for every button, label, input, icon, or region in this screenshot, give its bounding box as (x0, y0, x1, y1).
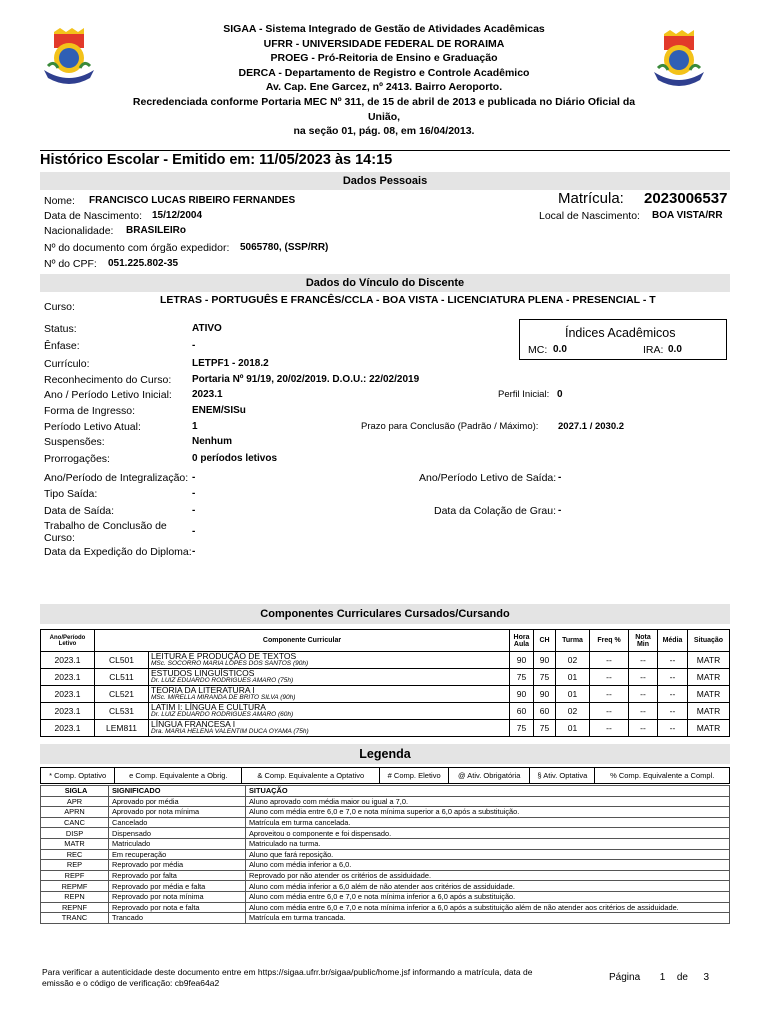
birth-date-label: Data de Nascimento: (44, 210, 143, 222)
legend-key: @ Ativ. Obrigatória (449, 768, 530, 784)
graduation-date-label: Data da Colação de Grau: (434, 505, 556, 517)
cell-hours: 75 (510, 669, 534, 686)
table-row (41, 669, 730, 686)
legend-situation: Matriculado na turma. (246, 838, 730, 849)
cell-component (149, 720, 510, 737)
graduation-date-value: - (558, 505, 562, 516)
thesis-label: Trabalho de Conclusão de Curso: (44, 520, 167, 544)
cell-component (149, 703, 510, 720)
cell-ch: 75 (534, 720, 556, 737)
matricula-value: 2023006537 (644, 190, 728, 207)
legend-code: REPN (41, 891, 109, 902)
cell-status: MATR (688, 686, 730, 703)
legend-row (41, 870, 730, 881)
legend-situation: Matrícula em turma cancelada. (246, 817, 730, 828)
birth-place-label: Local de Nascimento: (539, 210, 640, 222)
exit-date-value: - (192, 505, 196, 516)
extensions-label: Prorrogações: (44, 453, 110, 465)
legend-code: TRANC (41, 913, 109, 924)
col-header: Ano/Período Letivo (41, 630, 95, 652)
document-title: Histórico Escolar - Emitido em: 11/05/2023 às 14:15 (40, 150, 730, 168)
table-row (41, 720, 730, 737)
document-number-value: 5065780, (SSP/RR) (240, 242, 329, 253)
header-line: SIGAA - Sistema Integrado de Gestão de Atividades Acadêmicas (223, 23, 545, 35)
legend-meaning: Cancelado (109, 817, 246, 828)
verification-note (42, 967, 582, 989)
exit-date-label: Data de Saída: (44, 505, 115, 517)
col-header: CH (534, 630, 556, 652)
legend-key: % Comp. Equivalente a Compl. (595, 768, 730, 784)
course-label: Curso: (44, 301, 75, 313)
birth-date-value: 15/12/2004 (152, 210, 203, 221)
legend-meaning: Reprovado por nota e falta (109, 902, 246, 913)
cell-ch: 90 (534, 686, 556, 703)
page-label: Página (609, 972, 641, 983)
header-line: na seção 01, pág. 08, em 16/04/2013. (293, 125, 475, 138)
legend-meaning: Dispensado (109, 828, 246, 839)
component-professor: Dr. LUIZ EDUARDO RODRIGUES AMARO (75h) (151, 677, 294, 684)
deadline-label: Prazo para Conclusão (Padrão / Máximo): (361, 421, 539, 432)
legend-situation: Aluno com média entre 6,0 e 7,0 e nota mínima inferior a 6,0 após a substituição. (246, 891, 730, 902)
name-label: Nome: (44, 195, 75, 207)
legend-row (41, 849, 730, 860)
ira-label: IRA: (643, 344, 664, 356)
cell-class: 01 (556, 686, 590, 703)
legend-meaning: Aprovado por média (109, 796, 246, 807)
legend-code: APRN (41, 807, 109, 818)
cell-period: 2023.1 (41, 720, 95, 737)
initial-period-label: Ano / Período Letivo Inicial: (44, 389, 172, 401)
legend-row (41, 838, 730, 849)
legend-code: REPF (41, 870, 109, 881)
cell-hours: 60 (510, 703, 534, 720)
legend-meaning: Em recuperação (109, 849, 246, 860)
col-header: Turma (556, 630, 590, 652)
integration-period-label: Ano/Período de Integralização: (44, 472, 189, 484)
ira-value: 0.0 (668, 344, 682, 355)
cell-code: CL501 (95, 652, 149, 669)
component-name: LÍNGUA FRANCESA I (151, 719, 236, 729)
component-professor: MSc. SOCORRO MARIA LOPES DOS SANTOS (90h) (151, 660, 309, 667)
page-total: 3 (703, 972, 710, 983)
cell-status: MATR (688, 703, 730, 720)
legend-row (41, 891, 730, 902)
page-of-label: de (676, 972, 688, 983)
recognition-label: Reconhecimento do Curso: (44, 374, 172, 386)
exit-period-label: Ano/Período Letivo de Saída: (419, 472, 557, 484)
legend-row (41, 860, 730, 871)
cell-hours: 90 (510, 686, 534, 703)
cell-status: MATR (688, 652, 730, 669)
legend-situation: Matrícula em turma trancada. (246, 913, 730, 924)
header-line: DERCA - Departamento de Registro e Controle Acadêmico (238, 66, 530, 79)
cell-min-grade: -- (629, 669, 658, 686)
cell-component (149, 669, 510, 686)
component-name: ESTUDOS LINGUÍSTICOS (151, 668, 255, 678)
section-components: Componentes Curriculares Cursados/Cursando (40, 604, 730, 624)
legend-key: # Comp. Eletivo (380, 768, 449, 784)
cell-average: -- (658, 652, 688, 669)
academic-indices-box (519, 319, 727, 360)
legend-table (40, 785, 730, 924)
initial-profile-value: 0 (557, 389, 563, 400)
initial-period-value: 2023.1 (192, 389, 223, 400)
legend-meaning: Reprovado por média (109, 860, 246, 871)
birth-place-value: BOA VISTA/RR (652, 210, 723, 221)
cell-class: 01 (556, 720, 590, 737)
legend-key: § Ativ. Optativa (530, 768, 595, 784)
legend-row (41, 902, 730, 913)
legend-situation: Aluno com média inferior a 6,0. (246, 860, 730, 871)
initial-profile-label: Perfil Inicial: (498, 389, 550, 400)
mc-value: 0.0 (553, 344, 567, 355)
component-name: LEITURA E PRODUÇÃO DE TEXTOS (151, 651, 297, 661)
cell-ch: 75 (534, 669, 556, 686)
header-line: PROEG - Pró-Reitoria de Ensino e Graduação (270, 52, 498, 65)
legend-meaning: Reprovado por falta (109, 870, 246, 881)
cell-component (149, 686, 510, 703)
cell-average: -- (658, 669, 688, 686)
institution-header (120, 22, 648, 139)
deadline-value: 2027.1 / 2030.2 (558, 421, 625, 432)
legend-code: MATR (41, 838, 109, 849)
cpf-label: Nº do CPF: (44, 258, 97, 270)
legend-situation: Aproveitou o componente e foi dispensado. (246, 828, 730, 839)
course-value: LETRAS - PORTUGUÊS E FRANCÊS/CCLA - BOA VISTA - LICENCIATURA PLENA - PRESENCIAL - T (160, 294, 656, 306)
legend-situation: Aluno com média entre 6,0 e 7,0 e nota mínima superior a 6,0 após a substituição. (246, 807, 730, 818)
table-row (41, 686, 730, 703)
section-enrollment-data: Dados do Vínculo do Discente (40, 274, 730, 292)
cell-component (149, 652, 510, 669)
verification-line: emissão e o código de verificação: cb9fea64a2 (42, 978, 220, 988)
status-label: Status: (44, 323, 77, 335)
cell-min-grade: -- (629, 720, 658, 737)
matricula-label: Matrícula: (558, 190, 624, 207)
cell-status: MATR (688, 720, 730, 737)
exit-type-value: - (192, 488, 196, 499)
section-personal-data: Dados Pessoais (40, 172, 730, 190)
table-row (41, 652, 730, 669)
document-number-label: Nº do documento com órgão expedidor: (44, 242, 230, 254)
cell-code: CL511 (95, 669, 149, 686)
verification-line: Para verificar a autenticidade deste documento entre em https://sigaa.ufrr.br/sigaa/public/home.jsf informando a matrícula, data de (42, 967, 533, 977)
cell-period: 2023.1 (41, 652, 95, 669)
col-header: Componente Curricular (95, 630, 510, 652)
diploma-date-label: Data da Expedição do Diploma: (44, 546, 192, 558)
cell-class: 02 (556, 652, 590, 669)
legend-row (41, 881, 730, 892)
admission-value: ENEM/SISu (192, 405, 246, 416)
university-crest-left (40, 28, 98, 84)
thesis-value: - (192, 526, 196, 537)
exit-type-label: Tipo Saída: (44, 488, 98, 500)
legend-situation: Aluno que fará reposição. (246, 849, 730, 860)
col-header: Hora Aula (510, 630, 534, 652)
cell-hours: 90 (510, 652, 534, 669)
component-name: TEORIA DA LITERATURA I (151, 685, 255, 695)
legend-meaning: Reprovado por média e falta (109, 881, 246, 892)
components-header-row (41, 630, 730, 652)
emphasis-label: Ênfase: (44, 340, 80, 352)
component-name: LATIM I: LÍNGUA E CULTURA (151, 702, 266, 712)
current-period-label: Período Letivo Atual: (44, 421, 141, 433)
cell-min-grade: -- (629, 652, 658, 669)
current-period-value: 1 (192, 421, 198, 432)
cell-freq: -- (590, 720, 629, 737)
diploma-date-value: - (192, 546, 196, 557)
integration-period-value: - (192, 472, 196, 483)
col-header: Freq % (590, 630, 629, 652)
curriculum-value: LETPF1 - 2018.2 (192, 358, 269, 369)
table-row (41, 703, 730, 720)
col-header: Situação (688, 630, 730, 652)
cell-freq: -- (590, 652, 629, 669)
nationality-label: Nacionalidade: (44, 225, 114, 237)
recognition-value: Portaria Nº 91/19, 20/02/2019. D.O.U.: 22/02/2019 (192, 374, 420, 385)
cell-ch: 90 (534, 652, 556, 669)
legend-code: APR (41, 796, 109, 807)
cell-freq: -- (590, 703, 629, 720)
cell-average: -- (658, 703, 688, 720)
cell-period: 2023.1 (41, 669, 95, 686)
col-header: Média (658, 630, 688, 652)
legend-meaning: Reprovado por nota mínima (109, 891, 246, 902)
legend-code: CANC (41, 817, 109, 828)
mc-label: MC: (528, 344, 548, 356)
component-professor: Dra. MARIA HELENA VALENTIM DUCA OYAMA (75h) (151, 728, 309, 735)
university-crest-right (650, 30, 708, 86)
extensions-value: 0 períodos letivos (192, 453, 278, 464)
col-header: Nota Min (629, 630, 658, 652)
cell-code: CL521 (95, 686, 149, 703)
legend-situation: Aluno com média entre 6,0 e 7,0 e nota mínima inferior a 6,0 após a substituição além de não atender aos critérios de assiduidade. (246, 902, 730, 913)
legend-row (41, 828, 730, 839)
cell-average: -- (658, 720, 688, 737)
cell-freq: -- (590, 669, 629, 686)
cell-code: LEM811 (95, 720, 149, 737)
cell-min-grade: -- (629, 703, 658, 720)
suspensions-value: Nenhum (192, 436, 232, 447)
legend-meaning: Trancado (109, 913, 246, 924)
academic-indices-title: Índices Acadêmicos (565, 326, 676, 340)
legend-header-row (41, 786, 730, 797)
page-indicator (609, 972, 709, 983)
component-professor: MSc. MIRELLA MIRANDA DE BRITO SILVA (90h) (151, 694, 296, 701)
cell-min-grade: -- (629, 686, 658, 703)
legend-row (41, 796, 730, 807)
curriculum-label: Currículo: (44, 358, 90, 370)
legend-key: & Comp. Equivalente a Optativo (242, 768, 380, 784)
cell-hours: 75 (510, 720, 534, 737)
legend-row (41, 807, 730, 818)
page-number: 1 (659, 972, 666, 983)
student-name: FRANCISCO LUCAS RIBEIRO FERNANDES (89, 195, 296, 206)
suspensions-label: Suspensões: (44, 436, 105, 448)
legend-meaning: Matriculado (109, 838, 246, 849)
legend-row (41, 913, 730, 924)
cell-period: 2023.1 (41, 703, 95, 720)
legend-code: REP (41, 860, 109, 871)
cell-class: 01 (556, 669, 590, 686)
header-line: Av. Cap. Ene Garcez, nº 2413. Bairro Aeroporto. (265, 81, 503, 94)
exit-period-value: - (558, 472, 562, 483)
legend-keys-row (41, 768, 730, 784)
legend-meaning: Aprovado por nota mínima (109, 807, 246, 818)
legend-col-header: SIGNIFICADO (109, 786, 246, 797)
status-value: ATIVO (192, 323, 222, 334)
legend-situation: Aluno aprovado com média maior ou igual a 7,0. (246, 796, 730, 807)
components-table (40, 629, 730, 737)
legend-code: DISP (41, 828, 109, 839)
legend-situation: Reprovado por não atender os critérios de assiduidade. (246, 870, 730, 881)
cell-freq: -- (590, 686, 629, 703)
legend-code: REC (41, 849, 109, 860)
nationality-value: BRASILEIRo (126, 225, 186, 236)
component-professor: Dr. LUIZ EDUARDO RODRIGUES AMARO (60h) (151, 711, 294, 718)
cell-ch: 60 (534, 703, 556, 720)
section-legend: Legenda (40, 744, 730, 764)
emphasis-value: - (192, 340, 196, 351)
cell-period: 2023.1 (41, 686, 95, 703)
cell-class: 02 (556, 703, 590, 720)
legend-code: REPNF (41, 902, 109, 913)
cell-code: CL531 (95, 703, 149, 720)
legend-col-header: SITUAÇÃO (246, 786, 730, 797)
legend-row (41, 817, 730, 828)
cell-average: -- (658, 686, 688, 703)
header-line: UFRR - UNIVERSIDADE FEDERAL DE RORAIMA (263, 37, 505, 50)
legend-col-header: SIGLA (41, 786, 109, 797)
legend-key: * Comp. Optativo (41, 768, 115, 784)
legend-situation: Aluno com média inferior a 6,0 além de não atender aos critérios de assiduidade. (246, 881, 730, 892)
legend-key: e Comp. Equivalente a Obrig. (115, 768, 242, 784)
admission-label: Forma de Ingresso: (44, 405, 136, 417)
cell-status: MATR (688, 669, 730, 686)
legend-keys-table (40, 767, 730, 784)
legend-code: REPMF (41, 881, 109, 892)
cpf-value: 051.225.802-35 (108, 258, 179, 269)
header-line: Recredenciada conforme Portaria MEC Nº 311, de 15 de abril de 2013 e publicada no Diário Oficial da União, (132, 95, 636, 123)
